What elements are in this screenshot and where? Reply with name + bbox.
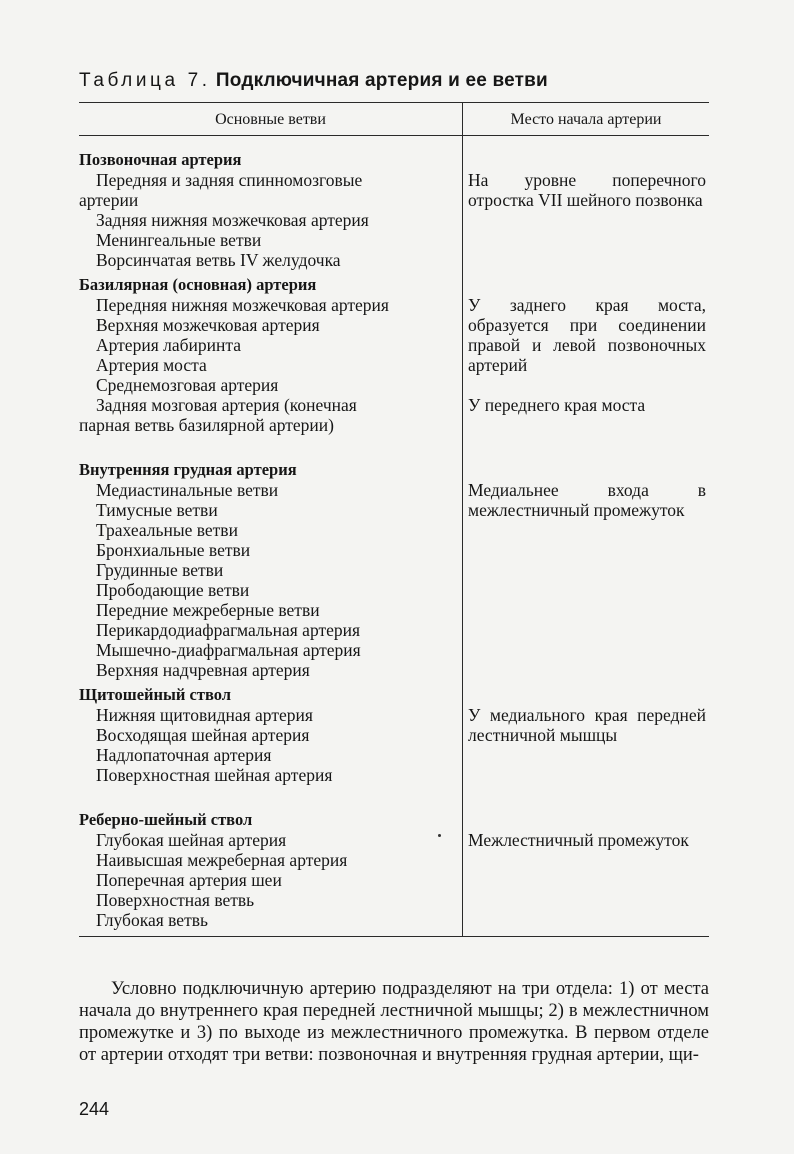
branch-item: Тимусные ветви bbox=[96, 500, 218, 520]
group-title: Позвоночная артерия bbox=[79, 150, 242, 169]
branch-item: Надлопаточная артерия bbox=[96, 745, 272, 765]
arteries-table bbox=[79, 102, 709, 937]
branch-item: Поперечная артерия шеи bbox=[96, 870, 282, 890]
branch-item: Передняя и задняя спинномозговые bbox=[96, 170, 363, 190]
branch-item: Верхняя надчревная артерия bbox=[96, 660, 310, 680]
group-title: Реберно-шейный ствол bbox=[79, 810, 253, 829]
branch-item: Трахеальные ветви bbox=[96, 520, 238, 540]
branch-item: Грудинные ветви bbox=[96, 560, 224, 580]
table-column-divider bbox=[462, 102, 463, 936]
origin-internal-thoracic: Медиальнее входа в межлестничный промежуток bbox=[468, 480, 706, 520]
page-number: 244 bbox=[79, 1099, 110, 1119]
branch-item: артерии bbox=[79, 190, 139, 210]
branch-item: Артерия моста bbox=[96, 355, 207, 375]
origin-basilar: У заднего края моста, образуется при соединении правой и левой позвоночных артерий bbox=[468, 295, 706, 375]
branch-item: Задняя мозговая артерия (конечная bbox=[96, 395, 357, 415]
branch-item: Медиастинальные ветви bbox=[96, 480, 279, 500]
group-thyrocervical bbox=[79, 685, 459, 785]
origin-vertebral: На уровне поперечного отростка VII шейного позвонка bbox=[468, 170, 706, 210]
branch-item: Артерия лабиринта bbox=[96, 335, 241, 355]
table-header-rule bbox=[79, 135, 709, 136]
table-top-rule bbox=[79, 102, 709, 103]
branch-item: Перикардодиафрагмальная артерия bbox=[96, 620, 361, 640]
branch-item: Бронхиальные ветви bbox=[96, 540, 251, 560]
group-costocervical bbox=[79, 810, 459, 930]
branch-item: Прободающие ветви bbox=[96, 580, 250, 600]
group-internal-thoracic bbox=[79, 460, 459, 680]
origin-costocervical: Межлестничный промежуток bbox=[468, 830, 689, 850]
branch-item: Мышечно-диафрагмальная артерия bbox=[96, 640, 361, 660]
group-title: Щитошейный ствол bbox=[79, 685, 232, 704]
body-paragraph bbox=[79, 978, 709, 1066]
table-caption-label: Таблица 7. bbox=[79, 70, 211, 91]
body-paragraph-text: Условно подключичную артерию подразделяют на три отдела: 1) от места начала до внутреннего края передней лестничной мышцы; 2) в межлестничном промежутке и 3) по выходе из межлестничного промежутка. В первом отделе от артерии отходят три ветви: позвоночная и внутренняя грудная артерии, щи- bbox=[79, 979, 709, 1065]
branch-item: Поверхностная шейная артерия bbox=[96, 765, 333, 785]
group-basilar bbox=[79, 275, 459, 435]
table-caption bbox=[79, 70, 719, 92]
origin-thyrocervical: У медиального края передней лестничной мышцы bbox=[468, 705, 706, 745]
branch-item: Менингеальные ветви bbox=[96, 230, 262, 250]
branch-item: Передняя нижняя мозжечковая артерия bbox=[96, 295, 389, 315]
branch-item: Ворсинчатая ветвь IV желудочка bbox=[96, 250, 341, 270]
table-caption-title: Подключичная артерия и ее ветви bbox=[215, 70, 548, 91]
header-origin: Место начала артерии bbox=[510, 111, 662, 128]
table-bottom-rule bbox=[79, 936, 709, 937]
branch-item: Глубокая шейная артерия bbox=[96, 830, 287, 850]
branch-item: Глубокая ветвь bbox=[96, 910, 208, 930]
branch-item: Передние межреберные ветви bbox=[96, 600, 320, 620]
branch-item: Среднемозговая артерия bbox=[96, 375, 279, 395]
header-main-branches: Основные ветви bbox=[215, 111, 326, 128]
branch-item: Восходящая шейная артерия bbox=[96, 725, 310, 745]
group-vertebral bbox=[79, 150, 459, 270]
branch-item: парная ветвь базилярной артерии) bbox=[79, 415, 334, 435]
print-speck bbox=[438, 834, 441, 837]
branch-item: Поверхностная ветвь bbox=[96, 890, 255, 910]
group-title: Внутренняя грудная артерия bbox=[79, 460, 297, 479]
group-title: Базилярная (основная) артерия bbox=[79, 275, 317, 294]
branch-item: Наивысшая межреберная артерия bbox=[96, 850, 348, 870]
branch-item: Верхняя мозжечковая артерия bbox=[96, 315, 320, 335]
origin-posterior-cerebral: У переднего края моста bbox=[468, 395, 646, 415]
branch-item: Нижняя щитовидная артерия bbox=[96, 705, 313, 725]
branch-item: Задняя нижняя мозжечковая артерия bbox=[96, 210, 369, 230]
